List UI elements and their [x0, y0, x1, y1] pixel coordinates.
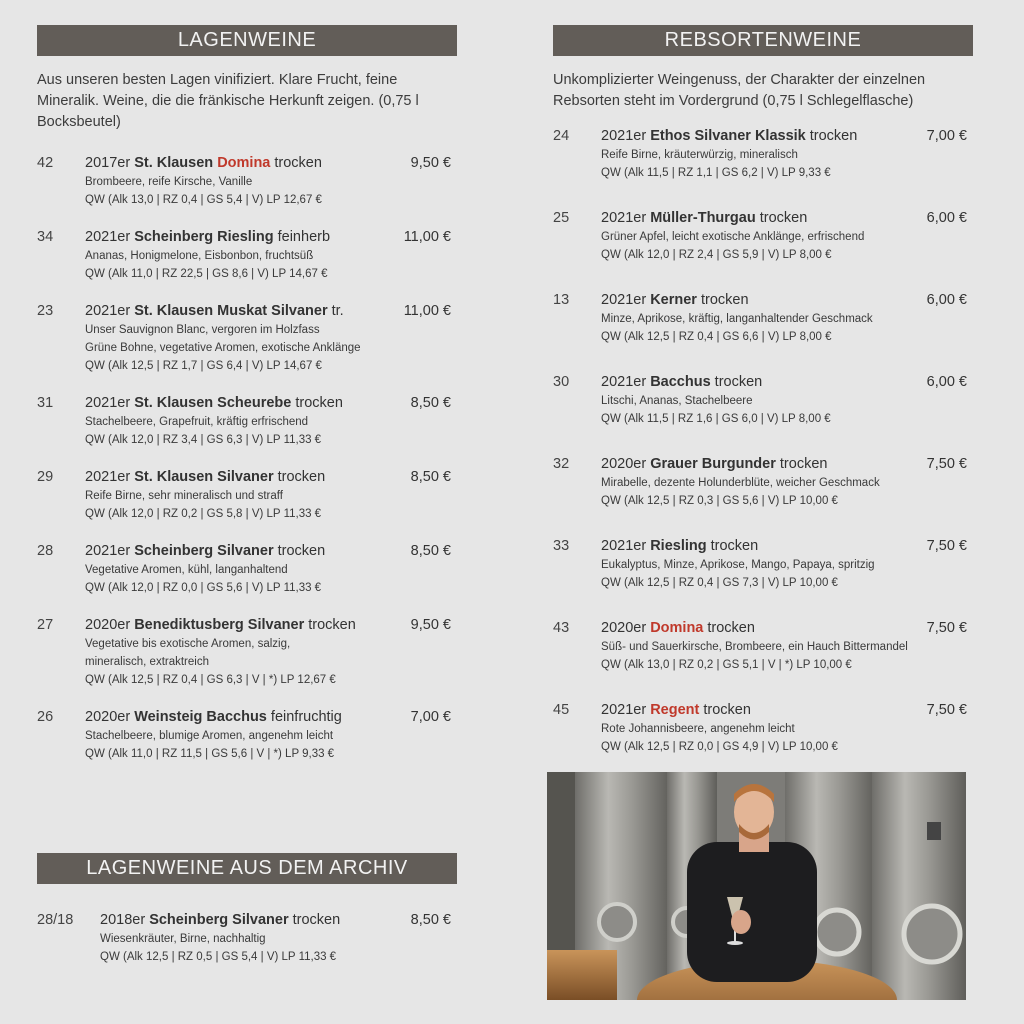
wine-analysis: QW (Alk 12,0 | RZ 0,2 | GS 5,8 | V) LP 11,33 € [85, 508, 322, 520]
wine-analysis: QW (Alk 12,5 | RZ 0,4 | GS 6,6 | V) LP 8,00 € [601, 331, 832, 343]
wine-title: St. Klausen Muskat Silvaner [134, 303, 328, 319]
wine-price: 6,00 € [926, 210, 967, 226]
wine-description: Wiesenkräuter, Birne, nachhaltig [100, 933, 266, 945]
wine-price: 6,00 € [926, 374, 967, 390]
wine-number: 34 [37, 229, 54, 245]
wine-entry [37, 393, 457, 449]
wine-style: trocken [273, 543, 326, 559]
wine-name [85, 227, 457, 247]
wine-entry [37, 910, 457, 966]
winemaker-photo [547, 772, 966, 1000]
wine-analysis: QW (Alk 11,0 | RZ 22,5 | GS 8,6 | V) LP 14,67 € [85, 268, 328, 280]
wine-name [601, 618, 973, 638]
wine-title: Scheinberg Riesling [134, 229, 274, 245]
wine-description: Grüne Bohne, vegetative Aromen, exotische Anklänge [85, 342, 361, 354]
wine-description: Litschi, Ananas, Stachelbeere [601, 395, 753, 407]
wine-entry [37, 615, 457, 689]
wine-description: mineralisch, extraktreich [85, 656, 209, 668]
lagenweine-column [37, 25, 457, 781]
wine-name [85, 393, 457, 413]
wine-analysis: QW (Alk 12,5 | RZ 0,5 | GS 5,4 | V) LP 11,33 € [100, 951, 337, 963]
wine-entry [37, 301, 457, 375]
wine-price: 9,50 € [410, 617, 451, 633]
wine-analysis: QW (Alk 12,5 | RZ 0,4 | GS 7,3 | V) LP 10,00 € [601, 577, 838, 589]
wine-description: Stachelbeere, Grapefruit, kräftig erfrischend [85, 416, 309, 428]
wine-description: Ananas, Honigmelone, Eisbonbon, fruchtsüß [85, 250, 314, 262]
lagenweine-header: LAGENWEINE [37, 25, 457, 56]
wine-style: trocken [706, 538, 759, 554]
wine-number: 32 [553, 456, 570, 472]
wine-description: Unser Sauvignon Blanc, vergoren im Holzfass [85, 324, 320, 336]
wine-description: Reife Birne, sehr mineralisch und straff [85, 490, 283, 502]
wine-style: trocken [304, 617, 356, 633]
wine-price: 8,50 € [410, 543, 451, 559]
wine-description: Vegetative Aromen, kühl, langanhaltend [85, 564, 288, 576]
rebsortenweine-intro: Unkomplizierter Weingenuss, der Charakter der einzelnen Rebsorten steht im Vordergrund (0,75 l Schlegelflasche) [553, 72, 926, 109]
wine-price: 7,00 € [926, 128, 967, 144]
wine-name [601, 700, 973, 720]
wine-style: feinfruchtig [266, 709, 342, 725]
wine-name [100, 910, 457, 930]
wine-style: trocken [288, 912, 341, 928]
wine-analysis: QW (Alk 11,5 | RZ 1,6 | GS 6,0 | V) LP 8,00 € [601, 413, 831, 425]
wine-price: 9,50 € [410, 155, 451, 171]
wine-price: 7,50 € [926, 620, 967, 636]
rebsortenweine-list [553, 126, 973, 756]
wine-name [85, 615, 457, 635]
wine-price: 11,00 € [403, 229, 451, 245]
wine-vintage: 2021er [601, 374, 651, 390]
wine-title-highlight: Domina [650, 620, 704, 636]
wine-number: 28 [37, 543, 54, 559]
wine-name [601, 372, 973, 392]
wine-style: trocken [775, 456, 828, 472]
wine-vintage: 2020er [601, 620, 651, 636]
wine-name [85, 541, 457, 561]
wine-entry [553, 454, 973, 510]
wine-title: Bacchus [650, 374, 711, 390]
wine-vintage: 2017er [85, 155, 135, 171]
cellar-photo-illustration [547, 772, 966, 1000]
wine-entry [37, 467, 457, 523]
wine-style: trocken [710, 374, 763, 390]
wine-entry [37, 541, 457, 597]
wine-number: 33 [553, 538, 570, 554]
wine-title: Müller-Thurgau [650, 210, 756, 226]
wine-name [85, 301, 457, 321]
wine-style: trocken [755, 210, 808, 226]
wine-vintage: 2021er [85, 469, 135, 485]
wine-name [601, 126, 973, 146]
wine-title: St. Klausen Scheurebe [134, 395, 292, 411]
wine-analysis: QW (Alk 12,0 | RZ 2,4 | GS 5,9 | V) LP 8,00 € [601, 249, 832, 261]
wine-style: trocken [273, 469, 326, 485]
wine-title-highlight: Domina [217, 155, 271, 171]
wine-number: 27 [37, 617, 54, 633]
wine-style: trocken [699, 702, 751, 718]
wine-entry [553, 126, 973, 182]
wine-price: 8,50 € [410, 469, 451, 485]
wine-description: Minze, Aprikose, kräftig, langanhaltender Geschmack [601, 313, 873, 325]
wine-analysis: QW (Alk 12,0 | RZ 0,0 | GS 5,6 | V) LP 11,33 € [85, 582, 322, 594]
wine-analysis: QW (Alk 12,5 | RZ 0,3 | GS 5,6 | V) LP 10,00 € [601, 495, 838, 507]
wine-number: 26 [37, 709, 54, 725]
wine-number: 24 [553, 128, 570, 144]
wine-entry [553, 618, 973, 674]
wine-price: 7,00 € [410, 709, 451, 725]
wine-vintage: 2021er [601, 128, 651, 144]
wine-analysis: QW (Alk 13,0 | RZ 0,2 | GS 5,1 | V | *) LP 10,00 € [601, 659, 852, 671]
wine-style: trocken [270, 155, 322, 171]
wine-number: 42 [37, 155, 54, 171]
wine-price: 8,50 € [410, 395, 451, 411]
wine-vintage: 2021er [85, 229, 135, 245]
wine-number: 23 [37, 303, 54, 319]
wine-vintage: 2021er [601, 210, 651, 226]
wine-entry [37, 707, 457, 763]
wine-price: 7,50 € [926, 702, 967, 718]
wine-entry [553, 700, 973, 756]
wine-title: Grauer Burgunder [650, 456, 776, 472]
wine-name [601, 454, 973, 474]
wine-entry [37, 153, 457, 209]
wine-name [85, 153, 457, 173]
wine-description: Grüner Apfel, leicht exotische Anklänge, erfrischend [601, 231, 865, 243]
wine-number: 28/18 [37, 912, 74, 928]
wine-name [85, 707, 457, 727]
wine-entry [553, 372, 973, 428]
wine-analysis: QW (Alk 11,0 | RZ 11,5 | GS 5,6 | V | *) LP 9,33 € [85, 748, 335, 760]
wine-entry [553, 536, 973, 592]
wine-price: 8,50 € [410, 912, 451, 928]
wine-title: Kerner [650, 292, 697, 308]
wine-title: Riesling [650, 538, 707, 554]
wine-number: 43 [553, 620, 570, 636]
wine-title: St. Klausen [134, 155, 218, 171]
lagenweine-list [37, 153, 457, 763]
wine-analysis: QW (Alk 11,5 | RZ 1,1 | GS 6,2 | V) LP 9,33 € [601, 167, 831, 179]
archiv-list [37, 910, 457, 966]
wine-description: Süß- und Sauerkirsche, Brombeere, ein Hauch Bittermandel [601, 641, 908, 653]
wine-analysis: QW (Alk 13,0 | RZ 0,4 | GS 5,4 | V) LP 12,67 € [85, 194, 322, 206]
wine-style: trocken [805, 128, 858, 144]
wine-price: 11,00 € [403, 303, 451, 319]
wine-description: Stachelbeere, blumige Aromen, angenehm leicht [85, 730, 334, 742]
wine-style: trocken [703, 620, 755, 636]
wine-vintage: 2020er [85, 709, 135, 725]
wine-title-highlight: Regent [650, 702, 700, 718]
wine-vintage: 2021er [85, 543, 135, 559]
wine-analysis: QW (Alk 12,5 | RZ 1,7 | GS 6,4 | V) LP 14,67 € [85, 360, 322, 372]
wine-analysis: QW (Alk 12,5 | RZ 0,0 | GS 4,9 | V) LP 10,00 € [601, 741, 838, 753]
wine-style: tr. [327, 303, 344, 319]
archiv-header: LAGENWEINE AUS DEM ARCHIV [37, 853, 457, 884]
wine-title: Scheinberg Silvaner [149, 912, 289, 928]
rebsortenweine-header: REBSORTENWEINE [553, 25, 973, 56]
wine-description: Rote Johannisbeere, angenehm leicht [601, 723, 795, 735]
wine-number: 45 [553, 702, 570, 718]
wine-name [601, 536, 973, 556]
wine-description: Mirabelle, dezente Holunderblüte, weicher Geschmack [601, 477, 880, 489]
wine-description: Reife Birne, kräuterwürzig, mineralisch [601, 149, 798, 161]
wine-number: 29 [37, 469, 54, 485]
wine-vintage: 2020er [601, 456, 651, 472]
wine-number: 13 [553, 292, 570, 308]
wine-name [85, 467, 457, 487]
wine-style: feinherb [273, 229, 331, 245]
wine-title: St. Klausen Silvaner [134, 469, 274, 485]
wine-number: 31 [37, 395, 54, 411]
wine-entry [37, 227, 457, 283]
wine-name [601, 290, 973, 310]
wine-name [601, 208, 973, 228]
wine-vintage: 2021er [601, 538, 651, 554]
wine-number: 25 [553, 210, 570, 226]
wine-style: trocken [291, 395, 343, 411]
wine-title: Weinsteig Bacchus [134, 709, 267, 725]
wine-description: Vegetative bis exotische Aromen, salzig, [85, 638, 291, 650]
wine-analysis: QW (Alk 12,5 | RZ 0,4 | GS 6,3 | V | *) LP 12,67 € [85, 674, 336, 686]
wine-vintage: 2021er [85, 395, 135, 411]
wine-description: Brombeere, reife Kirsche, Vanille [85, 176, 253, 188]
wine-vintage: 2021er [601, 292, 651, 308]
wine-price: 7,50 € [926, 538, 967, 554]
lagenweine-intro: Aus unseren besten Lagen vinifiziert. Klare Frucht, feine Mineralik. Weine, die die fränkische Herkunft zeigen. (0,75 l Bocksbeutel) [37, 72, 419, 130]
wine-title: Scheinberg Silvaner [134, 543, 274, 559]
wine-title: Benediktusberg Silvaner [134, 617, 305, 633]
wine-price: 7,50 € [926, 456, 967, 472]
wine-entry [553, 208, 973, 264]
wine-title: Ethos Silvaner Klassik [650, 128, 806, 144]
wine-vintage: 2021er [601, 702, 651, 718]
rebsortenweine-column [553, 25, 973, 782]
wine-number: 30 [553, 374, 570, 390]
wine-entry [553, 290, 973, 346]
wine-description: Eukalyptus, Minze, Aprikose, Mango, Papaya, spritzig [601, 559, 875, 571]
wine-price: 6,00 € [926, 292, 967, 308]
wine-vintage: 2021er [85, 303, 135, 319]
wine-vintage: 2020er [85, 617, 135, 633]
wine-style: trocken [696, 292, 749, 308]
wine-analysis: QW (Alk 12,0 | RZ 3,4 | GS 6,3 | V) LP 11,33 € [85, 434, 322, 446]
wine-vintage: 2018er [100, 912, 150, 928]
